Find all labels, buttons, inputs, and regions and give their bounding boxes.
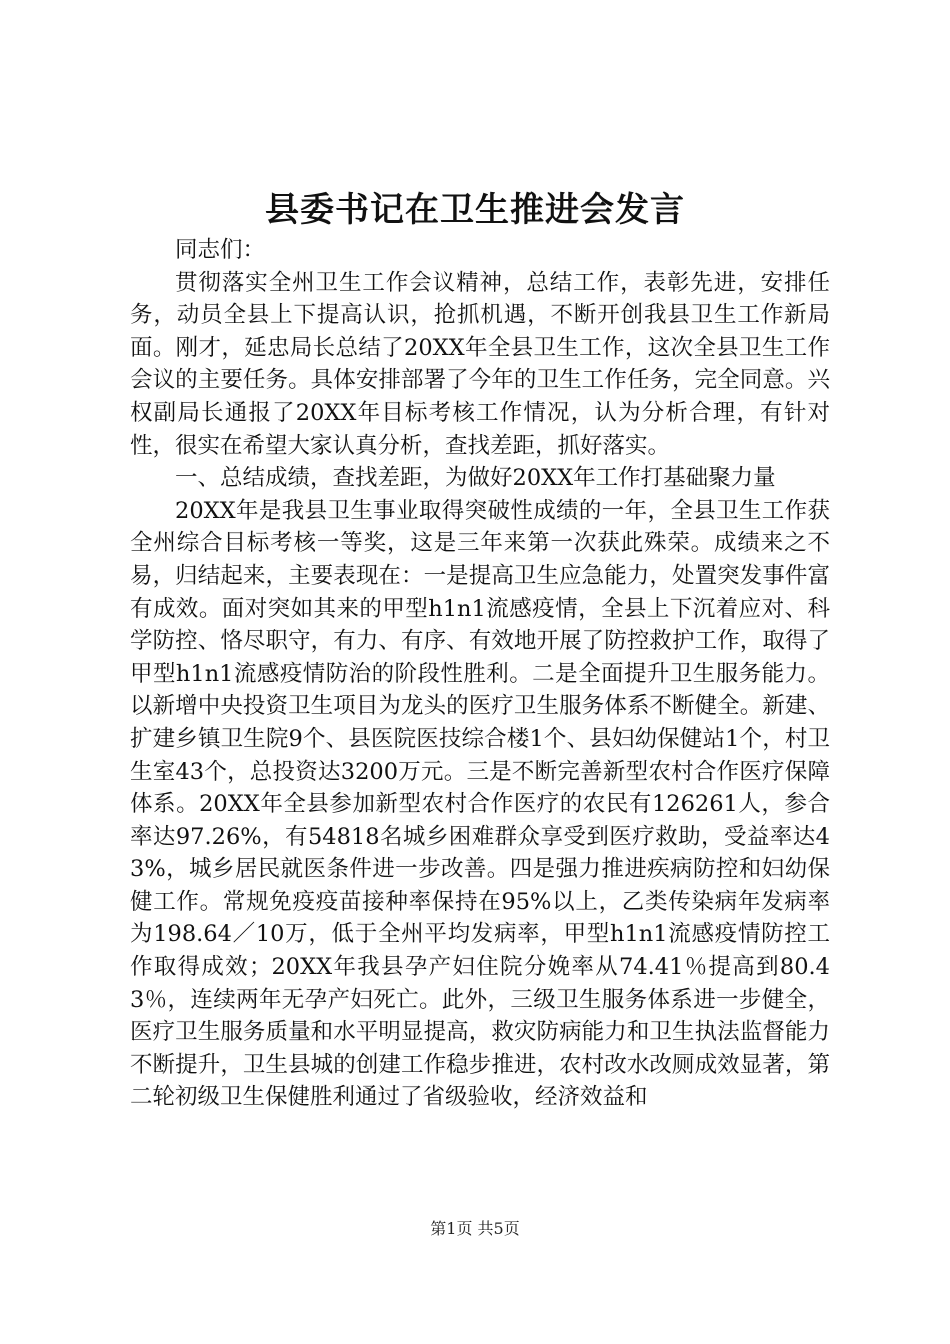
- document-body: [130, 234, 830, 1114]
- page-footer: 第1页 共5页: [430, 1219, 520, 1238]
- body-paragraph: 20XX年是我县卫生事业取得突破性成绩的一年，全县卫生工作获全州综合目标考核一等奖，这是三年来第一次获此殊荣。成绩来之不易，归结起来，主要表现在：一是提高卫生应急能力，处置突发事件富有成效。面对突如其来的甲型h1n1流感疫情，全县上下沉着应对、科学防控、恪尽职守，有力、有序、有效地开展了防控救护工作，取得了甲型h1n1流感疫情防治的阶段性胜利。二是全面提升卫生服务能力。以新增中央投资卫生项目为龙头的医疗卫生服务体系不断健全。新建、扩建乡镇卫生院9个、县医院医技综合楼1个、县妇幼保健站1个，村卫生室43个，总投资达3200万元。三是不断完善新型农村合作医疗保障体系。20XX年全县参加新型农村合作医疗的农民有126261人，参合率达97.26%，有54818名城乡困难群众享受到医疗救助，受益率达43%，城乡居民就医条件进一步改善。四是强力推进疾病防控和妇幼保健工作。常规免疫疫苗接种率保持在95%以上，乙类传染病年发病率为198.64／10万，低于全州平均发病率，甲型h1n1流感疫情防控工作取得成效；20XX年我县孕产妇住院分娩率从74.41％提高到80.43％，连续两年无孕产妇死亡。此外，三级卫生服务体系进一步健全，医疗卫生服务质量和水平明显提高，救灾防病能力和卫生执法监督能力不断提升，卫生县城的创建工作稳步推进，农村改水改厕成效显著，第二轮初级卫生保健胜利通过了省级验收，经济效益和: [130, 497, 830, 1111]
- body-paragraph: 贯彻落实全州卫生工作会议精神，总结工作，表彰先进，安排任务，动员全县上下提高认识，抢抓机遇，不断开创我县卫生工作新局面。刚才，延忠局长总结了20XX年全县卫生工作，这次全县卫生工作会议的主要任务。具体安排部署了今年的卫生工作任务，完全同意。兴权副局长通报了20XX年目标考核工作情况，认为分析合理，有针对性，很实在希望大家认真分析，查找差距，抓好落实。: [130, 269, 830, 459]
- salutation-paragraph: 同志们：: [175, 237, 266, 263]
- document-title: 县委书记在卫生推进会发言: [265, 190, 685, 230]
- section-heading: 一、总结成绩，查找差距，为做好20XX年工作打基础聚力量: [175, 465, 776, 492]
